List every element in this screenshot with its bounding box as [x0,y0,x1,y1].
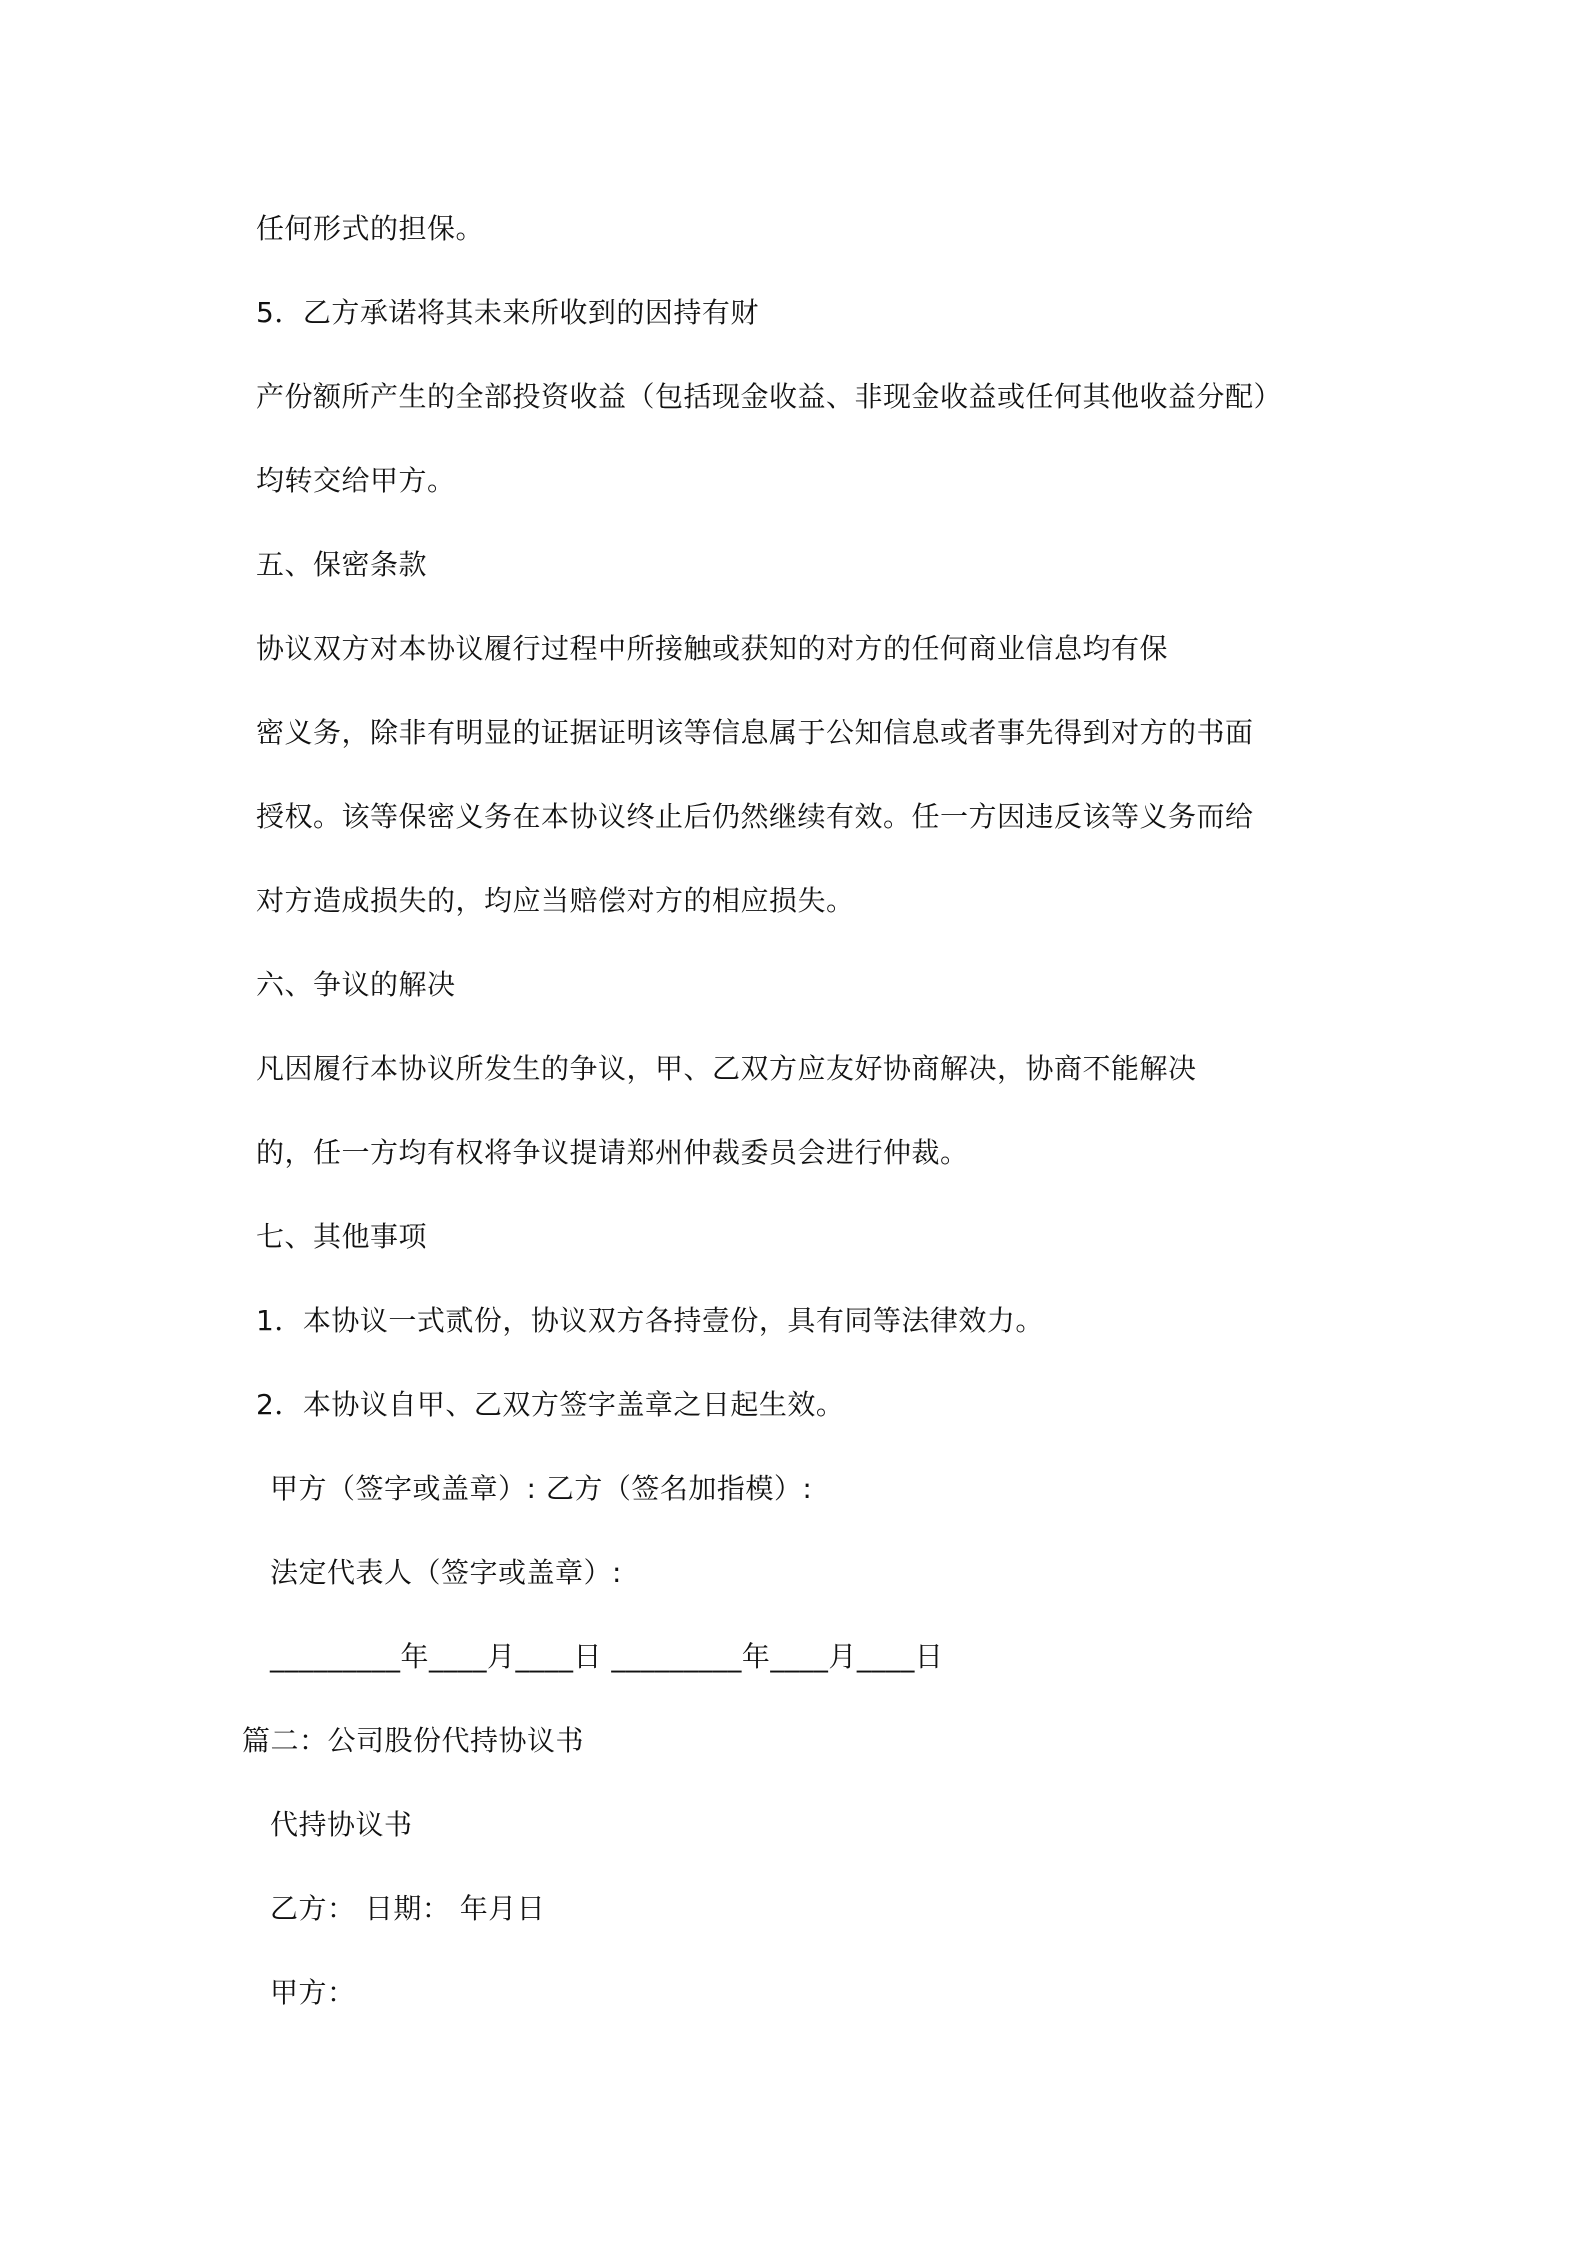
part-two-title: 篇二：公司股份代持协议书 [242,1724,585,1757]
section-heading-confidentiality: 五、保密条款 [256,548,428,581]
text-line-guarantee: 任何形式的担保。 [256,212,485,245]
dispute-paragraph-2: 的，任一方均有权将争议提请郑州仲裁委员会进行仲裁。 [256,1136,969,1169]
other-clause-2: 2．本协议自甲、乙双方签字盖章之日起生效。 [256,1388,845,1421]
dispute-paragraph-1: 凡因履行本协议所发生的争议，甲、乙双方应友好协商解决，协商不能解决 [256,1052,1197,1085]
agreement-title: 代持协议书 [270,1808,413,1841]
party-a-line: 甲方： [270,1976,356,2009]
signature-parties: 甲方（签字或盖章）: 乙方（签名加指模）: [270,1472,813,1505]
clause-5-end: 均转交给甲方。 [256,464,456,497]
signature-dates: _________年____月____日 _________年____月____日 [270,1640,944,1673]
signature-legal-representative: 法定代表人（签字或盖章）: [270,1556,622,1589]
confidentiality-paragraph-1: 协议双方对本协议履行过程中所接触或获知的对方的任何商业信息均有保 [256,632,1169,665]
section-heading-other: 七、其他事项 [256,1220,428,1253]
section-heading-dispute: 六、争议的解决 [256,968,456,1001]
clause-5-continued: 产份额所产生的全部投资收益（包括现金收益、非现金收益或任何其他收益分配） [256,380,1283,413]
other-clause-1: 1．本协议一式贰份，协议双方各持壹份，具有同等法律效力。 [256,1304,1044,1337]
clause-5: 5．乙方承诺将其未来所收到的因持有财 [256,296,759,329]
confidentiality-paragraph-2: 密义务，除非有明显的证据证明该等信息属于公知信息或者事先得到对方的书面 [256,716,1254,749]
confidentiality-paragraph-4: 对方造成损失的，均应当赔偿对方的相应损失。 [256,884,855,917]
party-b-date-line: 乙方： 日期： 年月日 [270,1892,546,1925]
confidentiality-paragraph-3: 授权。该等保密义务在本协议终止后仍然继续有效。任一方因违反该等义务而给 [256,800,1254,833]
